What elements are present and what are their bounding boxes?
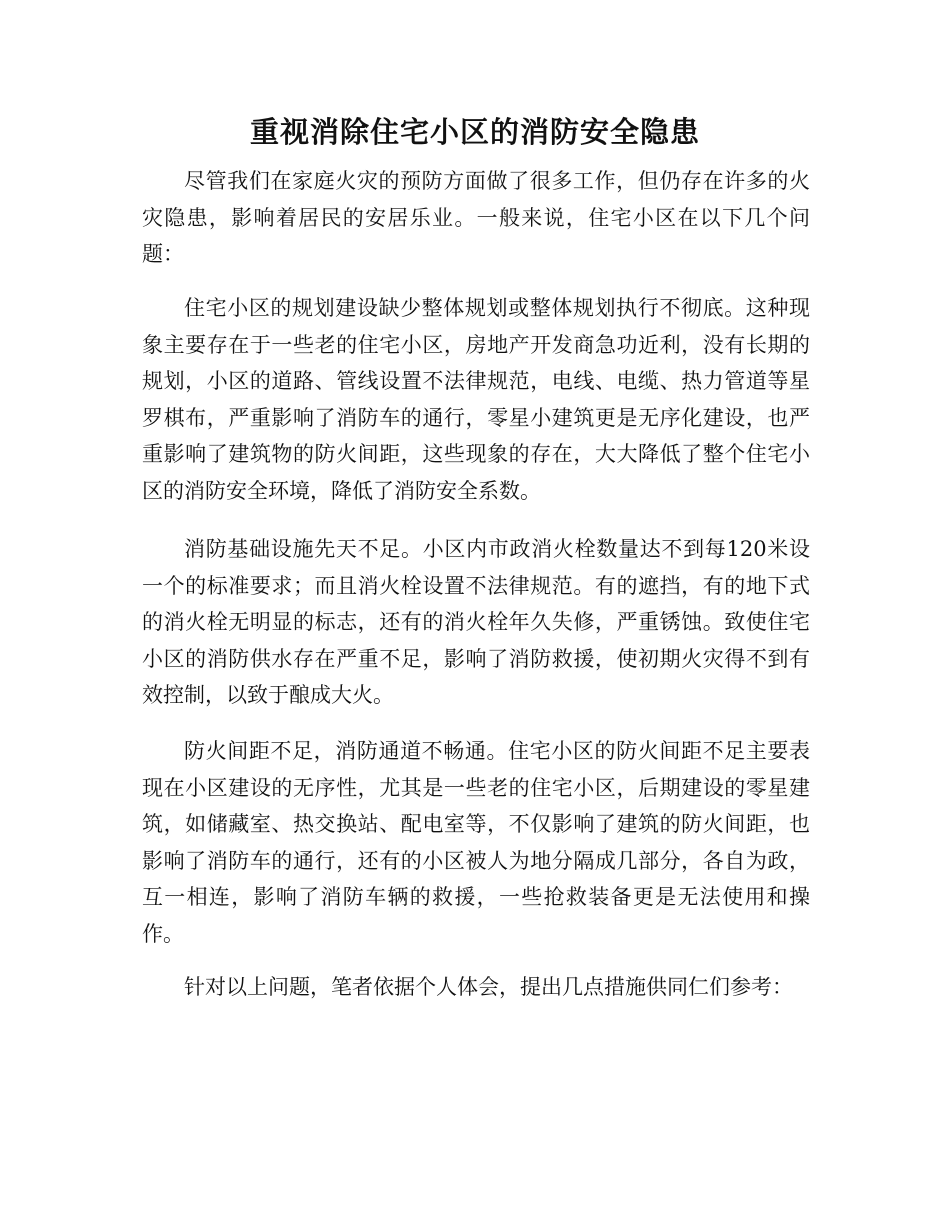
paragraph-planning: 住宅小区的规划建设缺少整体规划或整体规划执行不彻底。这种现象主要存在于一些老的住宅小区，房地产开发商急功近利，没有长期的规划，小区的道路、管线设置不法律规范，电线、电缆、热力管道等星罗棋布，严重影响了消防车的通行，零星小建筑更是无序化建设，也严重影响了建筑物的防火间距，这些现象的存在，大大降低了整个住宅小区的消防安全环境，降低了消防安全系数。 <box>142 296 810 503</box>
paragraph-intro: 尽管我们在家庭火灾的预防方面做了很多工作，但仍存在许多的火灾隐患，影响着居民的安居乐业。一般来说，住宅小区在以下几个问题： <box>142 169 810 266</box>
paragraph-fire-spacing: 防火间距不足，消防通道不畅通。住宅小区的防火间距不足主要表现在小区建设的无序性，尤其是一些老的住宅小区，后期建设的零星建筑，如储藏室、热交换站、配电室等，不仅影响了建筑的防火间距，也影响了消防车的通行，还有的小区被人为地分隔成几部分，各自为政，互一相连，影响了消防车辆的救援，一些抢救装备更是无法使用和操作。 <box>142 739 810 946</box>
paragraph-conclusion: 针对以上问题，笔者依据个人体会，提出几点措施供同仁们参考： <box>184 975 793 999</box>
paragraph-infrastructure: 消防基础设施先天不足。小区内市政消火栓数量达不到每120米设一个的标准要求；而且消火栓设置不法律规范。有的遮挡，有的地下式的消火栓无明显的标志，还有的消火栓年久失修，严重锈蚀。致使住宅小区的消防供水存在严重不足，影响了消防救援，使初期火灾得不到有效控制，以致于酿成大火。 <box>142 537 810 707</box>
document-title: 重视消除住宅小区的消防安全隐患 <box>249 115 700 149</box>
